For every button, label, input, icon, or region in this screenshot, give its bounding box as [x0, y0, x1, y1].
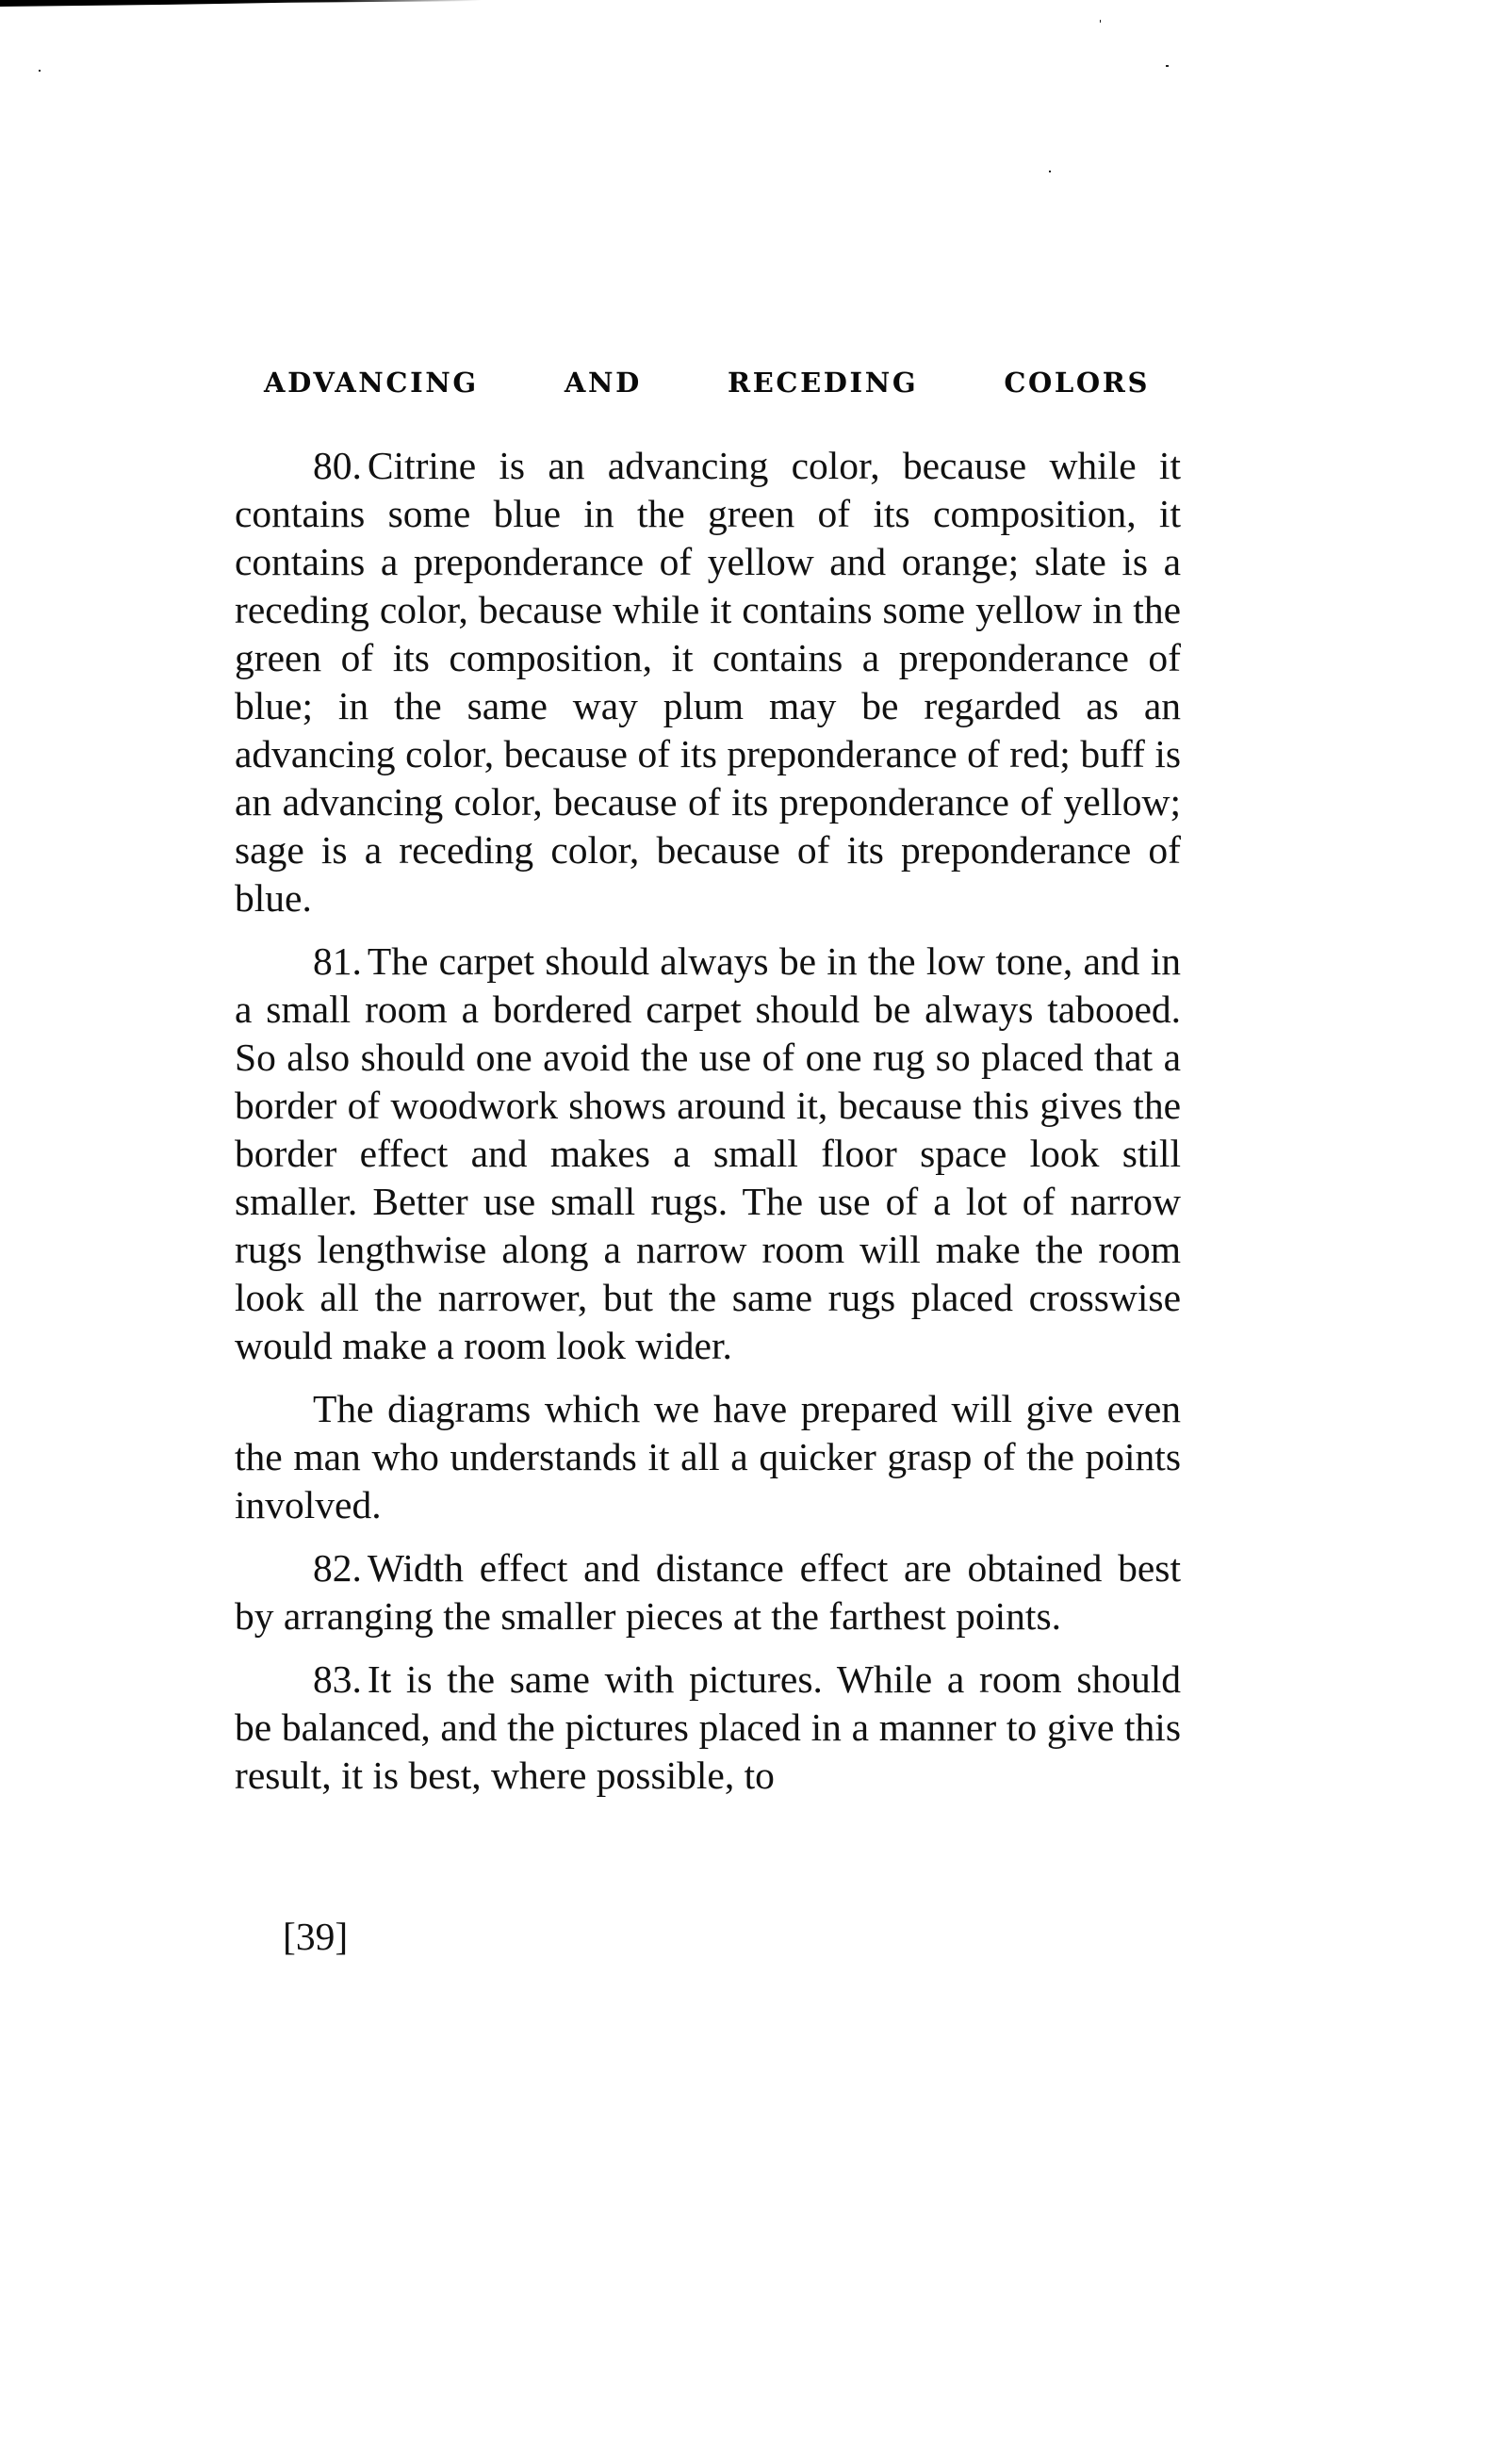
- paragraph-81: [235, 938, 1181, 1370]
- paragraph-number: 82.: [313, 1546, 362, 1590]
- paragraph-83: [235, 1656, 1181, 1800]
- paragraph-number: 80.: [313, 444, 362, 487]
- scan-speck: [39, 70, 41, 72]
- paragraph-text: Width effect and distance effect are obtained best by arranging the smaller pieces at the farthest points.: [235, 1546, 1181, 1638]
- paragraph-text: Citrine is an advancing color, because while it contains some blue in the green of its composition, it contains a preponderance of yellow and orange; slate is a receding color, because while it contains some yellow in the green of its composition, it contains a preponderance of blue; in the same way plum may be regarded as an advancing color, because of its preponderance of red; buff is an advancing color, because of its preponderance of yellow; sage is a receding color, because of its preponderance of blue.: [235, 444, 1181, 920]
- page-number: [39]: [283, 1915, 349, 1958]
- paragraph-text: It is the same with pictures. While a room should be balanced, and the pictures placed in a manner to give this result, it is best, where possible, to: [235, 1657, 1181, 1797]
- scan-speck: [1166, 65, 1169, 67]
- scan-speck: [1100, 20, 1101, 23]
- paragraph-diagrams: [235, 1385, 1181, 1529]
- scan-edge-artifact: [0, 0, 481, 7]
- body-text: [235, 442, 1181, 1815]
- paragraph-80: [235, 442, 1181, 922]
- chapter-heading: ADVANCING AND RECEDING COLORS: [264, 367, 1150, 399]
- paragraph-text: The diagrams which we have prepared will give even the man who understands it all a quicker grasp of the points involved.: [235, 1387, 1181, 1526]
- paragraph-number: 81.: [313, 939, 362, 983]
- paragraph-82: [235, 1544, 1181, 1640]
- paragraph-number: 83.: [313, 1657, 362, 1701]
- scan-speck: [1049, 171, 1051, 172]
- paragraph-text: The carpet should always be in the low tone, and in a small room a bordered carpet should be always tabooed. So also should one avoid the use of one rug so placed that a border of woodwork shows around it, because this gives the border effect and makes a small floor space look still smaller. Better use small rugs. The use of a lot of narrow rugs lengthwise along a narrow room will make the room look all the narrower, but the same rugs placed crosswise would make a room look wider.: [235, 939, 1181, 1367]
